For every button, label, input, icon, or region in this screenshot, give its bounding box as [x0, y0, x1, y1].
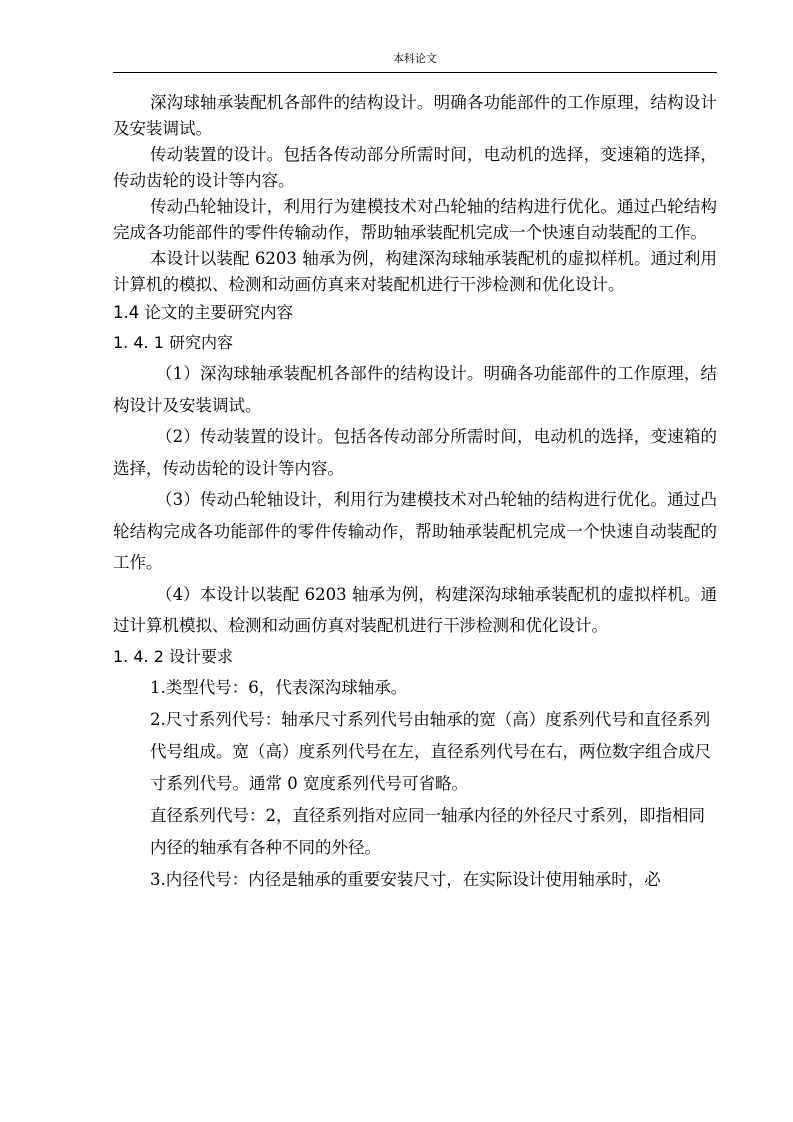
requirement-line: 1.类型代号：6，代表深沟球轴承。 — [150, 677, 408, 697]
intro-paragraph: 传动装置的设计。包括各传动部分所需时间，电动机的选择，变速箱的选择，传动齿轮的设计等内容。 — [113, 145, 717, 190]
page-body — [113, 90, 717, 896]
intro-paragraph: 深沟球轴承装配机各部件的结构设计。明确各功能部件的工作原理，结构设计及安装调试。 — [113, 93, 717, 138]
requirement-line: 寸系列代号。通常 0 宽度系列代号可省略。 — [150, 773, 468, 793]
section-heading-1-4-1: 1. 4. 1 研究内容 — [113, 333, 233, 352]
research-item: （1）深沟球轴承装配机各部件的结构设计。明确各功能部件的工作原理，结构设计及安装调试。 — [113, 364, 717, 415]
intro-paragraph: 传动凸轮轴设计，利用行为建模技术对凸轮轴的结构进行优化。通过凸轮结构完成各功能部件的零件传输动作，帮助轴承装配机完成一个快速自动装配的工作。 — [113, 197, 717, 242]
requirement-line: 内径的轴承有各种不同的外径。 — [150, 837, 381, 857]
page-header: 本科论文 — [393, 52, 437, 65]
section-heading-1-4: 1.4 论文的主要研究内容 — [113, 303, 293, 322]
research-item: （2）传动装置的设计。包括各传动部分所需时间，电动机的选择，变速箱的选择，传动齿轮的设计等内容。 — [113, 427, 717, 478]
requirement-line: 直径系列代号：2，直径系列指对应同一轴承内径的外径尺寸系列，即指相同 — [150, 805, 705, 825]
research-item: （4）本设计以装配 6203 轴承为例，构建深沟球轴承装配机的虚拟样机。通过计算机模拟、检测和动画仿真对装配机进行干涉检测和优化设计。 — [113, 584, 717, 635]
requirement-line: 2.尺寸系列代号：轴承尺寸系列代号由轴承的宽（高）度系列代号和直径系列 — [150, 709, 711, 729]
header-divider — [113, 72, 717, 73]
section-heading-1-4-2: 1. 4. 2 设计要求 — [113, 646, 233, 666]
requirement-line: 3.内径代号：内径是轴承的重要安装尺寸，在实际设计使用轴承时，必 — [150, 869, 661, 889]
intro-paragraph: 本设计以装配 6203 轴承为例，构建深沟球轴承装配机的虚拟样机。通过利用计算机的模拟、检测和动画仿真来对装配机进行干涉检测和优化设计。 — [113, 249, 717, 294]
requirement-line: 代号组成。宽（高）度系列代号在左，直径系列代号在右，两位数字组合成尺 — [150, 741, 711, 761]
research-item: （3）传动凸轮轴设计，利用行为建模技术对凸轮轴的结构进行优化。通过凸轮结构完成各功能部件的零件传输动作，帮助轴承装配机完成一个快速自动装配的工作。 — [113, 490, 717, 572]
